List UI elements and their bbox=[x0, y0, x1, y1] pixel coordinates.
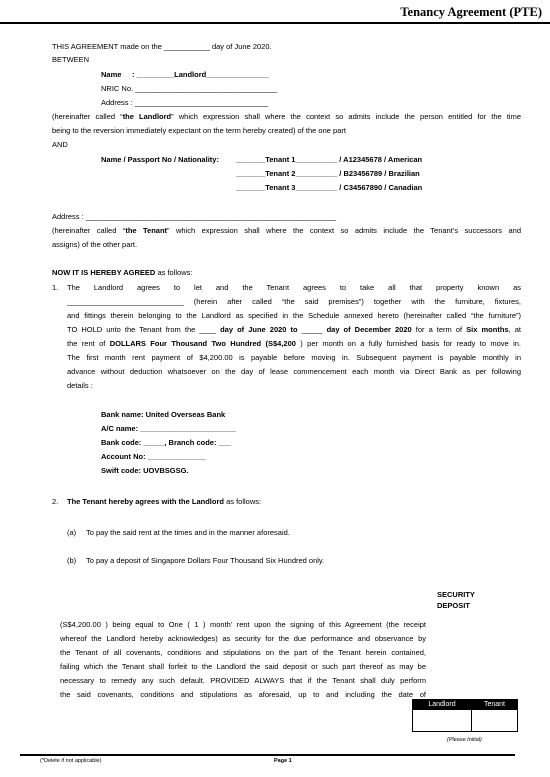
bank-name: Bank name: United Overseas Bank bbox=[101, 410, 226, 419]
bank-branch-code: Bank code: _____, Branch code: ___ bbox=[101, 438, 232, 447]
landlord-address: Address : ________________________________ bbox=[101, 98, 269, 107]
clause-2b-text: To pay a deposit of Singapore Dollars Four Thousand Six Hundred only. bbox=[86, 556, 325, 565]
please-initial-note: (Please Initial) bbox=[447, 737, 482, 743]
tenant-address: Address : ____________________________________________________________ bbox=[52, 212, 337, 221]
tenant-initial-box[interactable] bbox=[471, 710, 517, 732]
clause-2-number: 2. bbox=[52, 497, 59, 506]
clause-2-heading: The Tenant hereby agrees with the Landlord as follows: bbox=[67, 497, 262, 506]
initials-landlord-header: Landlord bbox=[413, 700, 472, 710]
between-label: BETWEEN bbox=[52, 55, 90, 64]
account-name: A/C name: _______________________ bbox=[101, 424, 237, 433]
clause-1-line: ____________________________ (herein after called “the said premises”) together with the furniture, fixtures, bbox=[67, 297, 521, 306]
security-line: necessary to remedy any such default. PROVIDED ALWAYS that if the Tenant shall duly perform bbox=[60, 676, 426, 685]
clause-1-line: The Landlord agrees to let and the Tenant agrees to take all that property known as bbox=[67, 283, 521, 292]
clause-2b-label: (b) bbox=[67, 556, 77, 565]
clause-1-rent-line: the rent of DOLLARS Four Thousand Two Hundred (S$4,200 ) per month on a fully furnished basis for ready to move in. bbox=[67, 339, 522, 348]
header-rule bbox=[0, 22, 550, 24]
clause-1-line: and fittings therein belonging to the Landlord as specified in the Schedule annexed hereto (hereinafter called “the furniture”) bbox=[67, 311, 521, 320]
tenant-row: _______Tenant 1__________ / A12345678 / American bbox=[236, 155, 423, 164]
tenant-row: _______Tenant 2__________ / B23456789 / Brazilian bbox=[236, 169, 420, 178]
clause-1-line: advance without deduction whatsoever on the day of lease commencement each month via Direct Bank as per following bbox=[67, 367, 521, 376]
tenant-id-label: Name / Passport No / Nationality: bbox=[101, 155, 219, 164]
footer-rule bbox=[20, 754, 515, 756]
security-line: failing which the Tenant shall forfeit to the Landlord the said deposit or such part thereof as may be bbox=[60, 662, 426, 671]
tenant-row: _______Tenant 3__________ / C34567890 / Canadian bbox=[236, 183, 423, 192]
page-number: Page 1 bbox=[274, 758, 292, 764]
security-line: the said covenants, conditions and stipulations as aforesaid, up to and including the date of bbox=[60, 690, 426, 699]
clause-1-term-line: TO HOLD unto the Tenant from the ____ day of June 2020 to _____ day of December 2020 for a term of Six months, at bbox=[67, 325, 521, 334]
initials-tenant-header: Tenant bbox=[471, 700, 517, 710]
clause-1-line: The first month rent payment of $4,200.00 is payable before moving in. Subsequent payment is payable monthly in bbox=[67, 353, 521, 362]
landlord-hereinafter-line: (hereinafter called “the Landlord” which expression shall where the context so admits include the person entitled for the time bbox=[52, 112, 521, 121]
clause-1-number: 1. bbox=[52, 283, 59, 292]
footer-note: (*Delete if not applicable) bbox=[40, 758, 102, 764]
hereby-agreed-heading: NOW IT IS HEREBY AGREED as follows: bbox=[52, 268, 193, 277]
account-number: Account No: ______________ bbox=[101, 452, 207, 461]
security-line: (S$4,200.00 ) being equal to One ( 1 ) month’ rent upon the signing of this Agreement (the receipt bbox=[60, 620, 426, 629]
reversion-line: being to the reversion immediately expectant on the term hereby created) of the one part bbox=[52, 126, 346, 135]
clause-1-line: details : bbox=[67, 381, 93, 390]
landlord-nric: NRIC No. __________________________________ bbox=[101, 84, 277, 93]
document-title: Tenancy Agreement (PTE) bbox=[400, 5, 542, 19]
landlord-initial-box[interactable] bbox=[413, 710, 472, 732]
security-line: the Tenant of all covenants, conditions and stipulations on the part of the Tenant herein contained, bbox=[60, 648, 426, 657]
agreement-date-line: THIS AGREEMENT made on the ___________ day of June 2020. bbox=[52, 42, 272, 51]
tenant-assigns-line: assigns) of the other part. bbox=[52, 240, 138, 249]
initials-table bbox=[412, 699, 518, 732]
security-line: whereof the Landlord hereby acknowledges) as security for the due performance and observance by bbox=[60, 634, 426, 643]
security-deposit-label: SECURITY DEPOSIT bbox=[437, 590, 475, 610]
clause-2a-label: (a) bbox=[67, 528, 77, 537]
tenant-hereinafter-line: (hereinafter called “the Tenant” which expression shall where the context so admits include the Tenant’s successors and bbox=[52, 226, 521, 235]
and-label: AND bbox=[52, 140, 68, 149]
landlord-name-value: : _________Landlord_______________ bbox=[132, 70, 269, 79]
clause-2a-text: To pay the said rent at the times and in the manner aforesaid. bbox=[86, 528, 290, 537]
swift-code: Swift code: UOVBSGSG. bbox=[101, 466, 189, 475]
landlord-name-label: Name bbox=[101, 70, 122, 79]
